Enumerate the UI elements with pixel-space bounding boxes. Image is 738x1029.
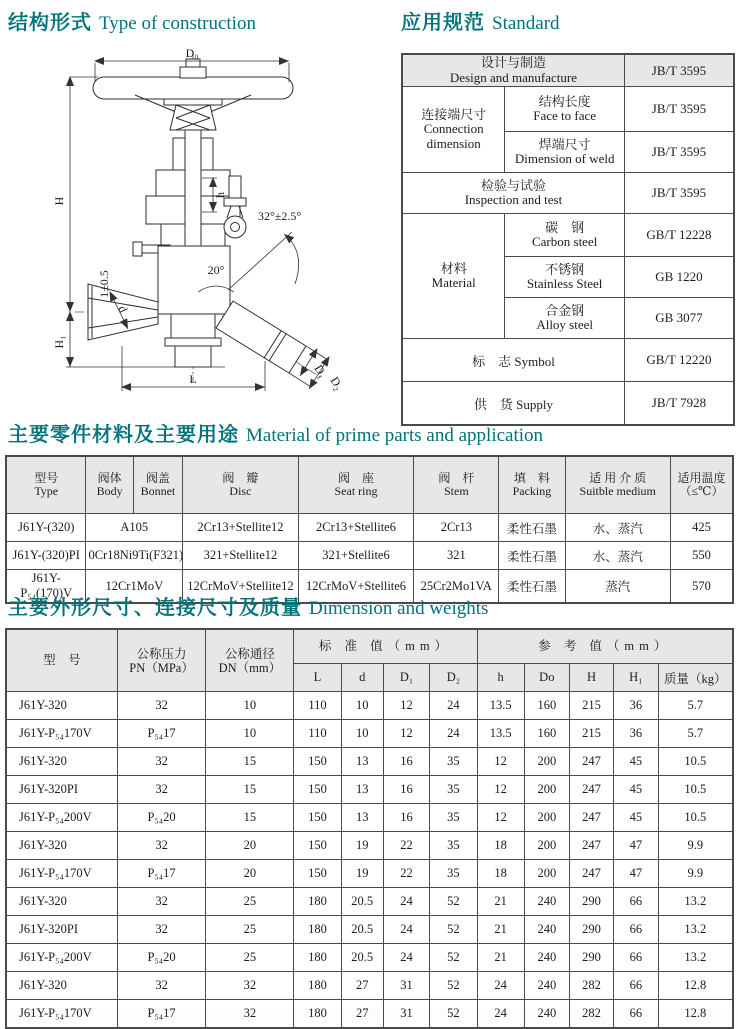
bottom-flange xyxy=(165,338,221,346)
dim-label-angle20: 20° xyxy=(207,263,225,277)
stainless-en: Stainless Steel xyxy=(526,276,603,292)
H-cell: 290 xyxy=(569,944,613,972)
pn-cell: 32 xyxy=(117,776,206,804)
d-cell: 27 xyxy=(341,1000,383,1029)
dim-label-h1: H₁ xyxy=(52,335,66,349)
bottom-base xyxy=(175,346,211,367)
title-standard-en: Standard xyxy=(492,13,560,34)
L-cell: 180 xyxy=(294,888,341,916)
dimension-row xyxy=(6,888,733,916)
pn-cell: 32 xyxy=(117,832,206,860)
pn-cell: P₅₄20 xyxy=(117,944,206,972)
weight-cell: 13.2 xyxy=(658,888,733,916)
pn-cell: 32 xyxy=(117,888,206,916)
H1-cell: 47 xyxy=(614,860,658,888)
h-cell: 24 xyxy=(477,1000,524,1029)
design-zh: 设计与制造 xyxy=(480,55,546,70)
dimensions-table xyxy=(5,628,734,1029)
stem-outline xyxy=(185,130,201,246)
col-header-D1: D₁ xyxy=(383,664,430,692)
weld-zh: 焊端尺寸 xyxy=(538,136,591,152)
D1-cell: 16 xyxy=(383,748,430,776)
stem-cell: 2Cr13 xyxy=(414,514,499,542)
Do-cell: 240 xyxy=(524,972,569,1000)
pn-cell: 32 xyxy=(117,916,206,944)
d-cell: 13 xyxy=(341,776,383,804)
conn-en2: dimension xyxy=(426,135,481,151)
valve-drawing xyxy=(30,46,390,418)
gland-bolt-head xyxy=(133,242,142,256)
H1-cell: 47 xyxy=(614,832,658,860)
dim-label-d0: D₀ xyxy=(185,46,199,60)
pn-cell: P₅₄20 xyxy=(117,804,206,832)
D1-cell: 24 xyxy=(383,944,430,972)
body-neck xyxy=(171,314,215,338)
medium-cell: 蒸汽 xyxy=(565,570,670,604)
stem-cell: 25Cr2Mo1VA xyxy=(414,570,499,604)
dim-label-d: d xyxy=(115,303,131,315)
dimension-row xyxy=(6,916,733,944)
model-cell: J61Y-320 xyxy=(6,692,117,720)
handwheel xyxy=(93,77,293,99)
D2-cell: 52 xyxy=(430,972,477,1000)
type-cell: J61Y-(320)PI xyxy=(6,542,86,570)
section-title-materials xyxy=(8,425,543,445)
dn-cell: 15 xyxy=(206,748,294,776)
dimension-row xyxy=(6,748,733,776)
col-header-H1: H₁ xyxy=(614,664,658,692)
h-cell: 13.5 xyxy=(477,720,524,748)
D2-cell: 24 xyxy=(430,692,477,720)
disc-cell: 321+Stellite12 xyxy=(183,542,299,570)
symbol-zh: 标 志 xyxy=(472,353,512,369)
dim-label-d1: D₁ xyxy=(311,362,331,381)
dimension-row xyxy=(6,692,733,720)
H-cell: 247 xyxy=(569,776,613,804)
dn-cell: 20 xyxy=(206,860,294,888)
model-cell: J61Y-P₅₄170V xyxy=(6,1000,117,1029)
d-cell: 19 xyxy=(341,860,383,888)
H1-cell: 45 xyxy=(614,804,658,832)
dimension-row xyxy=(6,860,733,888)
type-cell: J61Y-(320) xyxy=(6,514,86,542)
type-cell: J61Y-P₅₄(170)V xyxy=(6,570,86,604)
col-header-dn: 公称通径 DN（mm） xyxy=(206,629,294,692)
seat-ring-cell: 2Cr13+Stellite6 xyxy=(298,514,414,542)
dim-label-h-small: h xyxy=(213,192,227,198)
weight-cell: 10.5 xyxy=(658,776,733,804)
face-en: Face to face xyxy=(533,108,597,124)
alloy-en: Alloy steel xyxy=(536,317,593,333)
H-cell: 247 xyxy=(569,804,613,832)
L-cell: 150 xyxy=(294,804,341,832)
h-cell: 21 xyxy=(477,916,524,944)
materials-row xyxy=(6,542,733,570)
col-header-medium: 适 用 介 质 Suitble medium xyxy=(565,456,670,514)
dn-cell: 25 xyxy=(206,888,294,916)
face-standard-value: JB/T 3595 xyxy=(624,87,734,132)
material-zh: 材料 xyxy=(440,260,467,276)
Do-cell: 200 xyxy=(524,860,569,888)
h-cell: 18 xyxy=(477,860,524,888)
model-cell: J61Y-P₅₄170V xyxy=(6,720,117,748)
conn-en1: Connection xyxy=(423,121,484,137)
model-cell: J61Y-320PI xyxy=(6,916,117,944)
materials-row xyxy=(6,514,733,542)
body-bonnet-cell: 12Cr1MoV xyxy=(86,570,183,604)
disc-cell: 2Cr13+Stellite12 xyxy=(183,514,299,542)
Do-cell: 200 xyxy=(524,748,569,776)
L-cell: 110 xyxy=(294,692,341,720)
H-cell: 247 xyxy=(569,860,613,888)
stainless-standard-value: GB 1220 xyxy=(624,257,734,298)
D2-cell: 35 xyxy=(430,804,477,832)
model-cell: J61Y-320 xyxy=(6,888,117,916)
d-cell: 10 xyxy=(341,692,383,720)
weight-cell: 13.2 xyxy=(658,916,733,944)
D1-cell: 22 xyxy=(383,832,430,860)
title-construction-zh: 结构形式 xyxy=(8,12,92,34)
D2-cell: 24 xyxy=(430,720,477,748)
inspection-cell xyxy=(402,173,624,214)
H1-cell: 66 xyxy=(614,916,658,944)
col-header-packing: 填 料 Packing xyxy=(499,456,565,514)
col-header-pn: 公称压力 PN（MPa） xyxy=(117,629,206,692)
eye-bolt-nut xyxy=(224,198,246,206)
title-dimensions-zh: 主要外形尺寸、连接尺寸及质量 xyxy=(8,597,302,619)
dim-label-l: L xyxy=(189,372,197,386)
dimension-row xyxy=(6,776,733,804)
d-cell: 13 xyxy=(341,804,383,832)
dim-label-h-total: H xyxy=(52,196,66,206)
col-header-model: 型 号 xyxy=(6,629,117,692)
col-header-bonnet: 阀盖 Bonnet xyxy=(133,456,182,514)
dimension-row xyxy=(6,832,733,860)
pn-cell: P₅₄17 xyxy=(117,1000,206,1029)
d-cell: 19 xyxy=(341,832,383,860)
dim-label-d2: D₂ xyxy=(327,374,347,393)
L-cell: 150 xyxy=(294,776,341,804)
dimensions-header-row-1 xyxy=(6,629,733,664)
H-cell: 247 xyxy=(569,832,613,860)
design-manufacture-cell xyxy=(402,54,624,87)
stem-cap xyxy=(186,59,200,67)
weight-cell: 9.9 xyxy=(658,860,733,888)
body-bonnet-cell: 0Cr18Ni9Ti(F321) xyxy=(86,542,183,570)
title-construction-en: Type of construction xyxy=(99,13,256,34)
weight-cell: 10.5 xyxy=(658,748,733,776)
weld-dimension-cell xyxy=(505,132,625,173)
d-cell: 20.5 xyxy=(341,888,383,916)
standard-table xyxy=(401,53,735,426)
D2-cell: 52 xyxy=(430,888,477,916)
H1-cell: 45 xyxy=(614,776,658,804)
L-cell: 110 xyxy=(294,720,341,748)
weight-cell: 10.5 xyxy=(658,804,733,832)
H-cell: 215 xyxy=(569,720,613,748)
dn-cell: 20 xyxy=(206,832,294,860)
Do-cell: 200 xyxy=(524,832,569,860)
dimension-row xyxy=(6,804,733,832)
L-cell: 180 xyxy=(294,944,341,972)
h-cell: 12 xyxy=(477,748,524,776)
insp-zh: 检验与试验 xyxy=(480,177,546,193)
packing-cell: 柔性石墨 xyxy=(499,514,565,542)
weight-cell: 12.8 xyxy=(658,972,733,1000)
angle32-arc xyxy=(284,234,299,284)
alloy-steel-cell xyxy=(505,298,625,339)
supply-en: Supply xyxy=(516,396,554,412)
Do-cell: 240 xyxy=(524,944,569,972)
dn-cell: 15 xyxy=(206,804,294,832)
h-cell: 21 xyxy=(477,888,524,916)
L-cell: 150 xyxy=(294,860,341,888)
weight-cell: 12.8 xyxy=(658,1000,733,1029)
handwheel-nut xyxy=(180,67,206,78)
h-cell: 18 xyxy=(477,832,524,860)
h-cell: 12 xyxy=(477,804,524,832)
section-title-construction xyxy=(8,13,256,33)
D1-cell: 22 xyxy=(383,860,430,888)
insp-en: Inspection and test xyxy=(464,192,563,208)
weight-cell: 5.7 xyxy=(658,720,733,748)
L-cell: 180 xyxy=(294,1000,341,1029)
medium-cell: 水、蒸汽 xyxy=(565,514,670,542)
col-header-stem: 阀 杆 Stem xyxy=(414,456,499,514)
dn-cell: 32 xyxy=(206,1000,294,1029)
carbon-zh: 碳 钢 xyxy=(545,219,585,235)
d-cell: 20.5 xyxy=(341,916,383,944)
temperature-cell: 425 xyxy=(670,514,733,542)
supply-cell xyxy=(402,382,624,426)
weight-cell: 9.9 xyxy=(658,832,733,860)
h-cell: 21 xyxy=(477,944,524,972)
H1-cell: 66 xyxy=(614,888,658,916)
L-cell: 180 xyxy=(294,972,341,1000)
section-title-standard xyxy=(401,13,560,33)
pn-cell: 32 xyxy=(117,748,206,776)
seat-ring-cell: 12CrMoV+Stellite6 xyxy=(298,570,414,604)
alloy-standard-value: GB 3077 xyxy=(624,298,734,339)
H1-cell: 66 xyxy=(614,944,658,972)
materials-table xyxy=(5,455,734,604)
title-materials-zh: 主要零件材料及主要用途 xyxy=(8,424,239,446)
supply-zh: 供 货 xyxy=(473,396,513,412)
symbol-cell xyxy=(402,339,624,382)
col-header-H: H xyxy=(569,664,613,692)
dn-cell: 10 xyxy=(206,692,294,720)
col-header-D2: D₂ xyxy=(430,664,477,692)
dn-cell: 10 xyxy=(206,720,294,748)
title-dimensions-en: Dimension and weights xyxy=(309,598,489,619)
model-cell: J61Y-320 xyxy=(6,972,117,1000)
H-cell: 290 xyxy=(569,888,613,916)
D2-cell: 52 xyxy=(430,916,477,944)
outlet-port xyxy=(216,301,306,373)
Do-cell: 200 xyxy=(524,776,569,804)
dimension-row xyxy=(6,720,733,748)
stainless-steel-cell xyxy=(505,257,625,298)
model-cell: J61Y-320PI xyxy=(6,776,117,804)
face-zh: 结构长度 xyxy=(538,93,591,109)
d-cell: 27 xyxy=(341,972,383,1000)
col-header-L: L xyxy=(294,664,341,692)
D2-cell: 35 xyxy=(430,832,477,860)
H-cell: 282 xyxy=(569,972,613,1000)
title-materials-en: Material of prime parts and application xyxy=(246,425,544,446)
D1-cell: 31 xyxy=(383,972,430,1000)
group-header-reference-values: 参 考 值（mm） xyxy=(477,629,733,664)
Do-cell: 240 xyxy=(524,916,569,944)
Do-cell: 240 xyxy=(524,1000,569,1029)
stainless-zh: 不锈钢 xyxy=(545,261,585,277)
symbol-en: Symbol xyxy=(514,353,555,369)
D1-cell: 24 xyxy=(383,888,430,916)
weight-cell: 5.7 xyxy=(658,692,733,720)
D2-cell: 52 xyxy=(430,1000,477,1029)
col-header-disc: 阀 瓣 Disc xyxy=(183,456,299,514)
D2-cell: 35 xyxy=(430,748,477,776)
d-cell: 13 xyxy=(341,748,383,776)
materials-header-row xyxy=(6,456,733,514)
eye-ring-hole xyxy=(231,223,240,232)
alloy-zh: 合金钢 xyxy=(545,302,585,318)
dimension-row xyxy=(6,944,733,972)
D1-cell: 16 xyxy=(383,776,430,804)
pn-cell: P₅₄17 xyxy=(117,720,206,748)
d-cell: 10 xyxy=(341,720,383,748)
design-en: Design and manufacture xyxy=(449,69,577,85)
h-cell: 24 xyxy=(477,972,524,1000)
packing-cell: 柔性石墨 xyxy=(499,570,565,604)
H-cell: 290 xyxy=(569,916,613,944)
Do-cell: 160 xyxy=(524,692,569,720)
model-cell: J61Y-P₅₄200V xyxy=(6,804,117,832)
connection-dimension-cell xyxy=(402,87,505,173)
model-cell: J61Y-P₅₄200V xyxy=(6,944,117,972)
H1-cell: 36 xyxy=(614,692,658,720)
face-to-face-cell xyxy=(505,87,625,132)
D2-cell: 52 xyxy=(430,944,477,972)
dim-label-angle32: 32°±2.5° xyxy=(258,209,302,223)
dim-label-tolerance: 1±0.5 xyxy=(97,270,111,298)
model-cell: J61Y-P₅₄170V xyxy=(6,860,117,888)
col-header-temperature: 适用温度 （≤℃） xyxy=(670,456,733,514)
dn-cell: 25 xyxy=(206,916,294,944)
h-cell: 12 xyxy=(477,776,524,804)
h-cell: 13.5 xyxy=(477,692,524,720)
dimension-row xyxy=(6,972,733,1000)
weld-standard-value: JB/T 3595 xyxy=(624,132,734,173)
Do-cell: 240 xyxy=(524,888,569,916)
D1-cell: 16 xyxy=(383,804,430,832)
disc-cell: 12CrMoV+Stellite12 xyxy=(183,570,299,604)
col-header-body: 阀体 Body xyxy=(86,456,133,514)
design-standard-value: JB/T 3595 xyxy=(624,54,734,87)
body-bonnet-cell: A105 xyxy=(86,514,183,542)
weld-en: Dimension of weld xyxy=(514,151,615,167)
title-standard-zh: 应用规范 xyxy=(401,12,485,34)
temperature-cell: 570 xyxy=(670,570,733,604)
packing-cell: 柔性石墨 xyxy=(499,542,565,570)
carbon-steel-cell xyxy=(505,214,625,257)
angle32-ref-line xyxy=(228,232,292,290)
symbol-standard-value: GB/T 12220 xyxy=(624,339,734,382)
col-header-h: h xyxy=(477,664,524,692)
dn-cell: 25 xyxy=(206,944,294,972)
group-header-standard-values: 标 准 值（mm） xyxy=(294,629,477,664)
L-cell: 150 xyxy=(294,832,341,860)
col-header-type: 型号 Type xyxy=(6,456,86,514)
D2-cell: 35 xyxy=(430,776,477,804)
D2-cell: 35 xyxy=(430,860,477,888)
D1-cell: 31 xyxy=(383,1000,430,1029)
d-cell: 20.5 xyxy=(341,944,383,972)
material-en: Material xyxy=(431,275,476,291)
supply-standard-value: JB/T 7928 xyxy=(624,382,734,426)
model-cell: J61Y-320 xyxy=(6,832,117,860)
carbon-en: Carbon steel xyxy=(531,234,598,250)
inspection-standard-value: JB/T 3595 xyxy=(624,173,734,214)
material-cell xyxy=(402,214,505,339)
D1-cell: 12 xyxy=(383,720,430,748)
H-cell: 282 xyxy=(569,1000,613,1029)
dn-cell: 32 xyxy=(206,972,294,1000)
col-header-seat-ring: 阀 座 Seat ring xyxy=(298,456,414,514)
wheel-plate xyxy=(164,99,222,105)
H-cell: 247 xyxy=(569,748,613,776)
pn-cell: 32 xyxy=(117,972,206,1000)
D1-cell: 24 xyxy=(383,916,430,944)
seat-ring-cell: 321+Stellite6 xyxy=(298,542,414,570)
H1-cell: 66 xyxy=(614,1000,658,1029)
temperature-cell: 550 xyxy=(670,542,733,570)
carbon-standard-value: GB/T 12228 xyxy=(624,214,734,257)
H1-cell: 66 xyxy=(614,972,658,1000)
stem-cell: 321 xyxy=(414,542,499,570)
H1-cell: 36 xyxy=(614,720,658,748)
L-cell: 180 xyxy=(294,916,341,944)
dn-cell: 15 xyxy=(206,776,294,804)
weight-cell: 13.2 xyxy=(658,944,733,972)
eye-bolt xyxy=(229,176,241,198)
pn-cell: 32 xyxy=(117,692,206,720)
col-header-d: d xyxy=(341,664,383,692)
D1-cell: 12 xyxy=(383,692,430,720)
H-cell: 215 xyxy=(569,692,613,720)
section-title-dimensions xyxy=(8,598,488,618)
pn-cell: P₅₄17 xyxy=(117,860,206,888)
dimension-row xyxy=(6,1000,733,1029)
col-header-weight: 质量（kg） xyxy=(658,664,733,692)
Do-cell: 200 xyxy=(524,804,569,832)
L-cell: 150 xyxy=(294,748,341,776)
medium-cell: 水、蒸汽 xyxy=(565,542,670,570)
H1-cell: 45 xyxy=(614,748,658,776)
col-header-Do: Do xyxy=(524,664,569,692)
Do-cell: 160 xyxy=(524,720,569,748)
conn-zh: 连接端尺寸 xyxy=(421,106,487,122)
model-cell: J61Y-320 xyxy=(6,748,117,776)
valve-body xyxy=(158,246,230,314)
